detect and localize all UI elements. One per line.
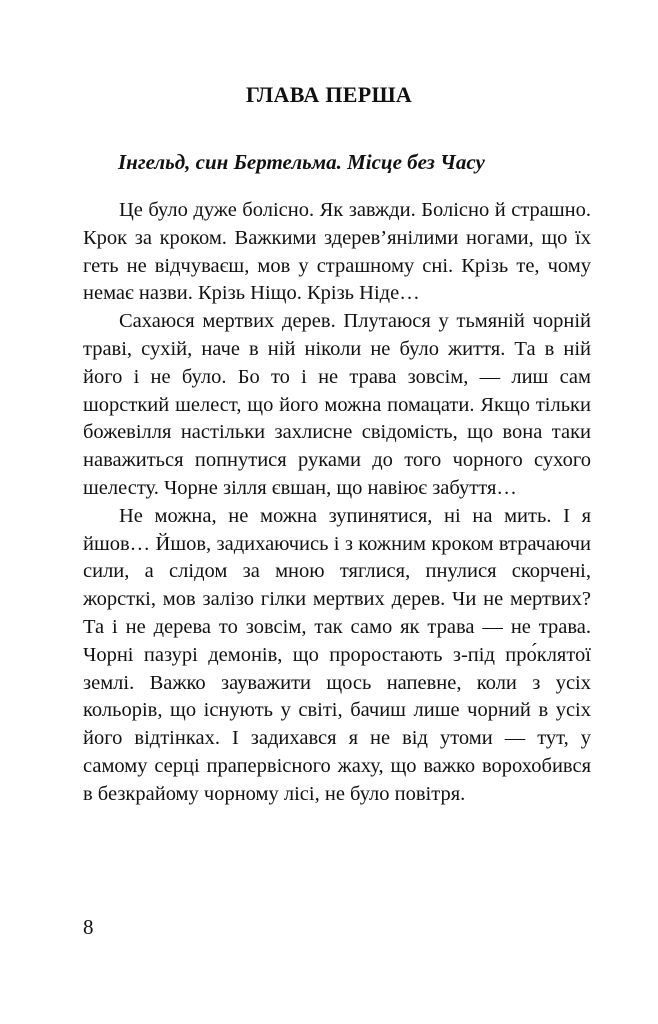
page-number: 8 — [83, 915, 94, 939]
paragraph: Це було дуже болісно. Як завжди. Болісно й страшно. Крок за кроком. Важкими здерев’янілими ногами, що їх геть не відчуваєш, мов у страшному сні. Крізь те, чому немає назви. Крізь Ніщо. Крізь Ніде… — [83, 199, 591, 305]
body-text — [83, 197, 591, 809]
paragraph: Не можна, не можна зупинятися, ні на мить. І я йшов… Йшов, задихаючись і з кожним кроком втрачаючи сили, а слідом за мною тяглися, пнулися скорчені, жорсткі, мов залізо гілки мертвих дерев. Чи не мертвих? Та і не дерева то зовсім, так само як трава — не трава. Чорні пазурі демонів, що проростають з-під про́клятої землі. Важко зауважити щось напевне, коли з усіх кольорів, що існують у світі, бачиш лише чорний в усіх його відтінках. І задихався я не від утоми — тут, у самому серці прапервісного жаху, що важко ворохобився в безкрайому чорному лісі, не було повітря. — [83, 504, 591, 805]
paragraph: Сахаюся мертвих дерев. Плутаюся у тьмяній чорній траві, сухій, наче в ній ніколи не було життя. Та в ній його і не було. Бо то і не трава зовсім, — лиш сам шорсткий шелест, що його можна помацати. Якщо тільки божевілля настільки захлисне свідомість, що вона таки наважиться попнутися руками до того чорного сухого шелесту. Чорне зілля євшан, що навіює забуття… — [83, 310, 591, 499]
chapter-subtitle: Інгельд, син Бертельма. Місце без Часу — [118, 150, 485, 174]
chapter-title: ГЛАВА ПЕРША — [245, 82, 413, 107]
